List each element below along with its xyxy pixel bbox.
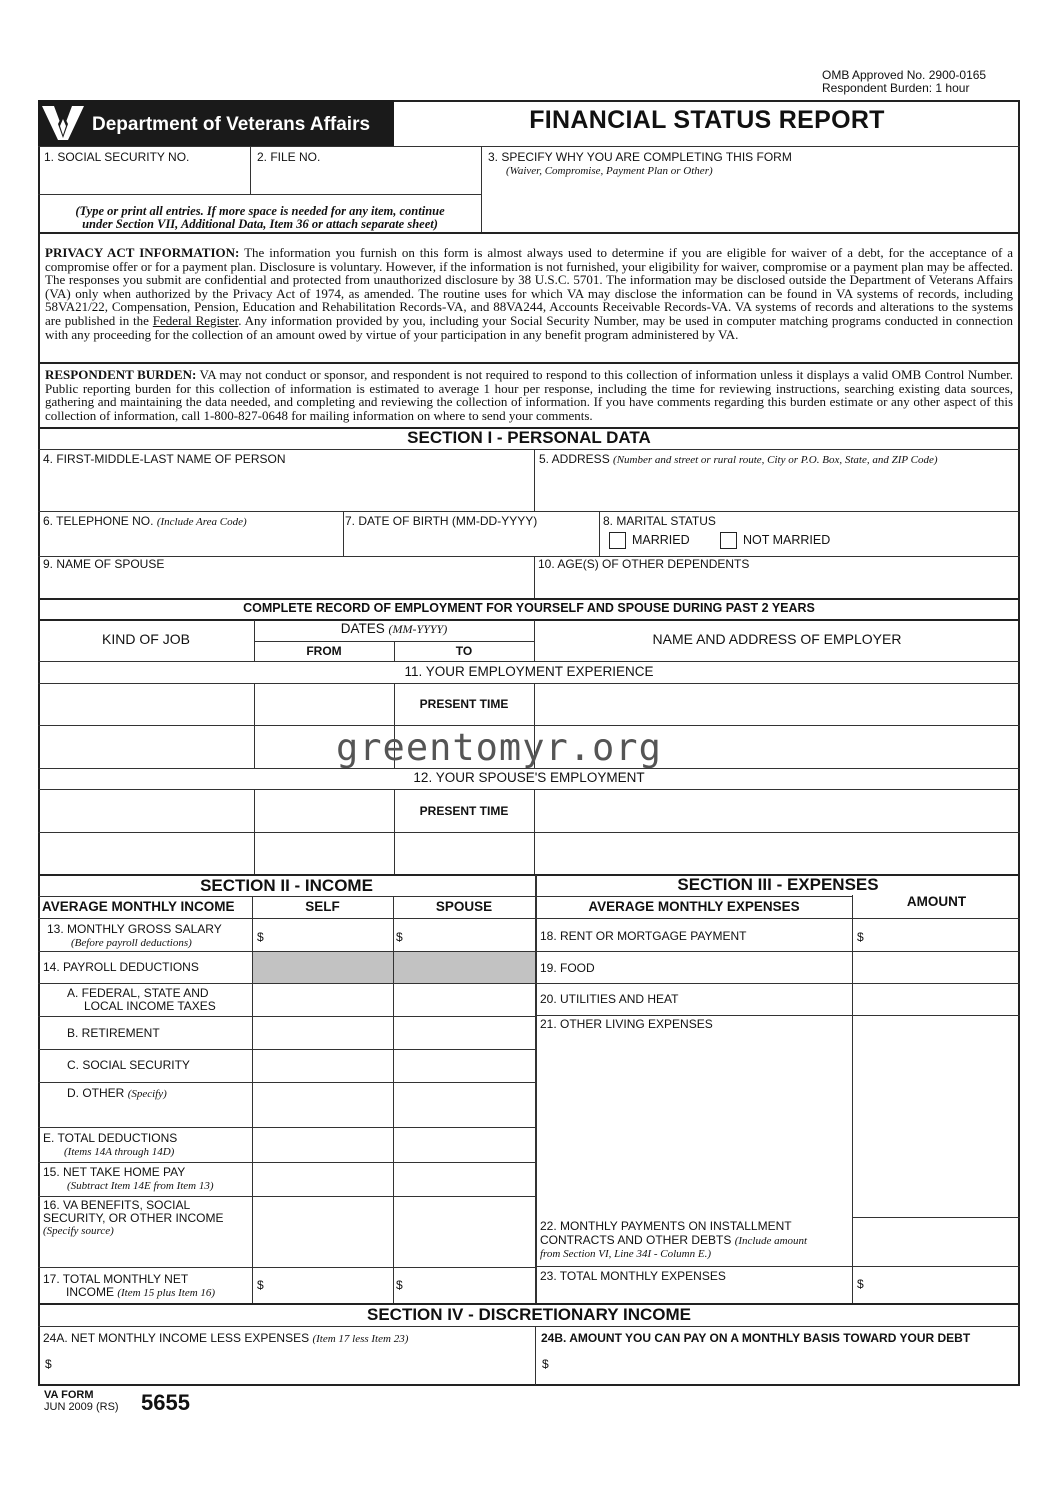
item-18-amount-input[interactable] [867,920,1018,950]
divider [343,511,344,556]
name-label: 4. FIRST-MIDDLE-LAST NAME OF PERSON [43,452,286,466]
item-18-label: 18. RENT OR MORTGAGE PAYMENT [540,929,747,943]
spouse-job-1-employer-input[interactable] [536,791,1018,830]
item-17-label-1: 17. TOTAL MONTHLY NET [43,1272,189,1286]
item-14d-hint: (Specify) [127,1088,167,1100]
item-21-amount-input[interactable] [854,1017,1018,1216]
section-4-title: SECTION IV - DISCRETIONARY INCOME [367,1305,691,1324]
item-14d-self-input[interactable] [254,1084,392,1126]
federal-register-link[interactable]: Federal Register [152,312,239,328]
spouse-job-2-to-input[interactable] [396,834,532,873]
divider [38,598,1020,600]
divider [38,1127,535,1128]
divider [38,362,1020,364]
item-22-label-1: 22. MONTHLY PAYMENTS ON INSTALLMENT [540,1219,792,1233]
omb-number: OMB Approved No. 2900-0165 [822,68,987,82]
divider [38,1016,535,1017]
item-14a-self-input[interactable] [254,985,392,1015]
dependents-label: 10. AGE(S) OF OTHER DEPENDENTS [538,557,750,571]
divider [38,683,1020,684]
item-16-label-2: SECURITY, OR OTHER INCOME [43,1211,224,1225]
your-job-1-from-input[interactable] [256,685,392,723]
va-header-banner [38,100,394,146]
divider [38,146,1020,147]
your-employment-title: 11. YOUR EMPLOYMENT EXPERIENCE [404,664,654,679]
form-number: 5655 [141,1390,190,1415]
spouse-job-1-kind-input[interactable] [40,791,252,830]
respondent-burden-heading: RESPONDENT BURDEN: [45,367,197,382]
from-header: FROM [306,644,342,658]
address-label: 5. ADDRESS (Number and street or rural route, City or P.O. Box, State, and ZIP Code) [539,452,938,466]
item-14a-spouse-input[interactable] [395,985,534,1015]
employment-title: COMPLETE RECORD OF EMPLOYMENT FOR YOURSELF AND SPOUSE DURING PAST 2 YEARS [243,601,815,615]
respondent-burden-note: Respondent Burden: 1 hour [822,81,970,95]
item-21-label: 21. OTHER LIVING EXPENSES [540,1017,713,1031]
item-14e-self-input[interactable] [254,1129,392,1160]
divider [38,1326,1020,1327]
item-24b-dollar: $ [542,1357,549,1371]
respondent-burden-text [45,368,1013,422]
item-14-spouse-shaded [394,952,535,983]
spouse-name-label: 9. NAME OF SPOUSE [43,557,165,571]
item-14a-label-2: LOCAL INCOME TAXES [84,999,216,1013]
divider [38,556,1020,557]
privacy-act-body-2: . Any information provided by you, including your Social Security Number, may be used in computer matching programs conducted in connection with any proceeding for the collection of an amount owed by virtue of your participation in any benefit program administered by VA. [45,312,1013,342]
file-no-label: 2. FILE NO. [257,150,321,164]
present-time-label: PRESENT TIME [419,697,509,711]
item-16-self-input[interactable] [254,1198,392,1266]
divider [536,896,853,897]
divider [38,232,1020,234]
dates-hint: (MM-YYYY) [388,622,448,636]
divider [38,768,1020,769]
divider [38,1267,535,1268]
item-23-dollar: $ [857,1277,864,1291]
section-divider [535,875,537,1303]
avg-income-header: AVERAGE MONTHLY INCOME [42,899,235,914]
kind-of-job-header: KIND OF JOB [102,631,190,647]
respondent-burden-body: VA may not conduct or sponsor, and respondent is not required to respond to this collection of information unless it displays a valid OMB Control Number. Public reporting burden for this collection of information is estimated to average 1 hour per response, including the time for reviewing instructions, searching existing data sources, gathering and maintaining the data needed, and completing and reviewing the collection of information. If you have comments regarding this burden estimate or any other aspect of this collection of information, call 1-800-827-0648 for mailing information on where to send your comments. [45,367,1013,423]
divider [38,449,1020,450]
divider [536,1015,1020,1016]
item-22-hint-2: from Section VI, Line 34I - Column E.) [540,1248,711,1260]
divider [38,789,1020,790]
employer-header: NAME AND ADDRESS OF EMPLOYER [652,631,902,647]
privacy-act-text [45,246,1013,341]
item-17-hint: (Item 15 plus Item 16) [117,1287,216,1299]
item-14b-spouse-input[interactable] [395,1018,534,1048]
divider [38,1196,535,1197]
item-13-self-input[interactable] [266,920,391,950]
file-no-input[interactable] [252,166,480,192]
form-title: FINANCIAL STATUS REPORT [529,106,885,134]
item-13-self-dollar: $ [257,930,264,944]
section-1-title: SECTION I - PERSONAL DATA [407,428,651,447]
va-form-label: VA FORM [44,1389,94,1401]
item-24a-input[interactable] [56,1348,532,1382]
item-13-label: 13. MONTHLY GROSS SALARY [47,922,222,936]
divider [38,661,1020,662]
item-15-hint: (Subtract Item 14E from Item 13) [67,1180,214,1192]
address-hint: (Number and street or rural route, City or P.O. Box, State, and ZIP Code) [613,454,938,466]
item-23-label: 23. TOTAL MONTHLY EXPENSES [540,1269,726,1283]
name-input[interactable] [40,468,532,510]
item-17-self-input[interactable] [266,1269,391,1301]
item-20-amount-input[interactable] [854,985,1018,1014]
married-checkbox[interactable] [609,532,626,549]
not-married-option[interactable]: NOT MARRIED [720,531,830,550]
item-13-spouse-dollar: $ [396,930,403,944]
divider [38,896,535,897]
spouse-name-input[interactable] [40,572,532,597]
address-input[interactable] [536,468,1018,510]
item-14e-spouse-input[interactable] [395,1129,534,1160]
item-14-label: 14. PAYROLL DEDUCTIONS [43,960,199,974]
your-job-1-employer-input[interactable] [536,685,1018,723]
item-24a-label: 24A. NET MONTHLY INCOME LESS EXPENSES (Item 17 less Item 23) [43,1331,409,1345]
item-22-hint-1: (Include amount [734,1235,808,1247]
marital-status-label: 8. MARITAL STATUS [603,514,716,528]
item-24b-label: 24B. AMOUNT YOU CAN PAY ON A MONTHLY BASIS TOWARD YOUR DEBT [541,1331,971,1345]
item-14d-label: D. OTHER (Specify) [67,1086,167,1100]
item-14-self-shaded [253,952,393,983]
spouse-present-time-label: PRESENT TIME [419,804,509,818]
reason-hint: (Waiver, Compromise, Payment Plan or Other) [506,165,713,177]
dob-input[interactable] [345,530,598,554]
item-15-label: 15. NET TAKE HOME PAY [43,1165,186,1179]
va-seal-icon [40,102,86,142]
agency-name: Department of Veterans Affairs [92,114,371,135]
item-13-hint: (Before payroll deductions) [71,937,192,949]
item-14c-spouse-input[interactable] [395,1051,534,1081]
item-17-label-2: INCOME (Item 15 plus Item 16) [66,1285,216,1299]
to-header: TO [455,644,473,658]
instructions-line-2: under Section VII, Additional Data, Item 36 or attach separate sheet) [82,217,438,231]
married-option[interactable]: MARRIED [609,531,690,550]
avg-expenses-header: AVERAGE MONTHLY EXPENSES [588,899,800,914]
section-2-title: SECTION II - INCOME [200,876,373,895]
divider [38,194,482,195]
item-14d-spouse-input[interactable] [395,1084,534,1126]
item-19-label: 19. FOOD [540,961,595,975]
divider [38,1162,535,1163]
dates-header: DATES (MM-YYYY) [340,621,448,636]
spouse-job-1-from-input[interactable] [256,791,392,830]
spouse-job-2-employer-input[interactable] [536,834,1018,873]
item-15-spouse-input[interactable] [395,1164,534,1195]
divider [250,146,251,194]
item-14e-hint: (Items 14A through 14D) [64,1146,175,1158]
item-17-self-dollar: $ [257,1278,264,1292]
privacy-act-heading: PRIVACY ACT INFORMATION: [45,245,240,260]
reason-label: 3. SPECIFY WHY YOU ARE COMPLETING THIS FORM [488,150,792,164]
item-14b-label: B. RETIREMENT [67,1026,160,1040]
amount-header: AMOUNT [906,894,967,909]
reason-input[interactable] [484,180,1018,230]
item-16-label-1: 16. VA BENEFITS, SOCIAL [43,1198,191,1212]
spouse-employment-title: 12. YOUR SPOUSE'S EMPLOYMENT [413,770,645,785]
telephone-label: 6. TELEPHONE NO. (Include Area Code) [43,514,247,528]
divider [534,449,535,511]
divider [38,832,1020,833]
divider [852,895,853,1303]
your-job-1-kind-input[interactable] [40,685,252,723]
divider [38,983,1020,984]
item-22-amount-input[interactable] [854,1219,1018,1265]
divider [38,619,1020,621]
your-job-2-kind-input[interactable] [40,727,252,767]
item-19-amount-input[interactable] [854,953,1018,982]
item-17-spouse-dollar: $ [396,1278,403,1292]
privacy-act-body-1: The information you furnish on this form is almost always used to determine if you are eligible for waiver of a debt, for the acceptance of a compromise offer or for a payment plan. Disclosure is voluntary. However, if the information is not furnished, your eligibility for waiver, compromise or a payment plan may be affected. The responses you submit are confidential and protected from unauthorized disclosure by 38 U.S.C. 5701. The information may be disclosed outside the Department of Veterans Affairs (VA) only when authorized by the Privacy Act of 1974, as amended. The routine uses for which VA may disclose the information can be found in VA systems of records, including 58VA21/22, Compensation, Pension, Education and Rehabilitation Records-VA, and 88VA244, Accounts Receivable Records-VA. VA systems of records and alterations to the systems are published in the [45,245,1014,328]
dependents-input[interactable] [536,572,1018,597]
divider [38,511,1020,512]
item-23-amount-input[interactable] [867,1268,1018,1301]
not-married-checkbox[interactable] [720,532,737,549]
item-18-dollar: $ [857,930,864,944]
item-16-spouse-input[interactable] [395,1198,534,1266]
divider [599,511,600,556]
form-date: JUN 2009 (RS) [44,1401,119,1413]
divider [38,1082,535,1083]
divider [853,1217,1020,1218]
item-24a-hint: (Item 17 less Item 23) [312,1333,409,1345]
item-24a-dollar: $ [45,1357,52,1371]
item-14a-label-1: A. FEDERAL, STATE AND [67,986,209,1000]
item-14c-self-input[interactable] [254,1051,392,1081]
self-header: SELF [305,899,340,914]
divider [38,1049,535,1050]
divider [481,146,482,232]
item-14c-label: C. SOCIAL SECURITY [67,1058,190,1072]
spouse-header: SPOUSE [435,899,493,914]
item-22-label-2: CONTRACTS AND OTHER DEBTS (Include amount [540,1233,808,1247]
ssn-label: 1. SOCIAL SECURITY NO. [44,150,190,164]
item-15-self-input[interactable] [254,1164,392,1195]
dob-label: 7. DATE OF BIRTH (MM-DD-YYYY) [345,514,538,528]
item-17-spouse-input[interactable] [406,1269,534,1301]
item-14e-label: E. TOTAL DEDUCTIONS [43,1131,178,1145]
spouse-job-2-kind-input[interactable] [40,834,252,873]
item-16-hint: (Specify source) [43,1225,114,1237]
section-3-title: SECTION III - EXPENSES [677,875,879,894]
divider [38,918,1020,919]
watermark: greentomyr.org [336,726,662,769]
item-24b-input[interactable] [554,1348,1018,1382]
spouse-job-2-from-input[interactable] [256,834,392,873]
item-13-spouse-input[interactable] [406,920,534,950]
instructions-line-1: (Type or print all entries. If more space is needed for any item, continue [75,204,445,218]
ssn-input[interactable] [40,166,248,192]
telephone-hint: (Include Area Code) [156,516,247,528]
item-20-label: 20. UTILITIES AND HEAT [540,992,679,1006]
item-14b-self-input[interactable] [254,1018,392,1048]
divider [536,1266,1020,1267]
divider [535,1326,536,1385]
divider [534,556,535,598]
telephone-input[interactable] [40,530,342,554]
